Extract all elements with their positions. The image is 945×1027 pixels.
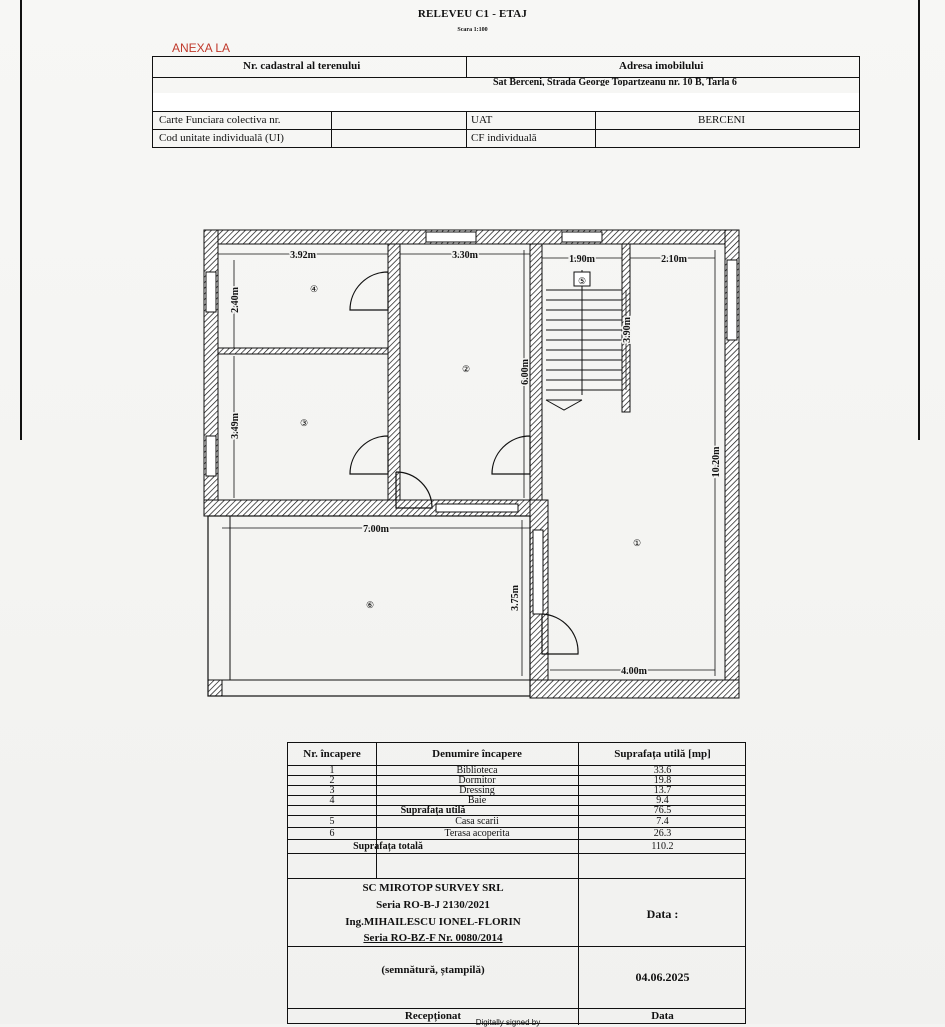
- digital-signature-note: Digitally signed by: [475, 1018, 541, 1027]
- dim-190: 1.90m: [569, 254, 595, 265]
- window-mid-bottom: [436, 504, 518, 512]
- data-footer-label: Data: [651, 1010, 674, 1022]
- cf-individuala-label: CF individuală: [471, 132, 537, 144]
- data-label: Data :: [646, 907, 679, 921]
- uat-label: UAT: [471, 114, 493, 126]
- signature-label: (semnătură, ștampilă): [381, 964, 485, 976]
- room-5-label: ⑤: [577, 276, 587, 286]
- dim-330: 3.30m: [452, 250, 478, 261]
- date-value: 04.06.2025: [635, 970, 690, 984]
- dim-375: 3.75m: [510, 585, 521, 611]
- receptionat-label: Recepționat: [404, 1010, 462, 1022]
- wall-bottom-pillar: [208, 680, 222, 696]
- room-6-label: ⑥: [365, 600, 375, 610]
- address-header: Adresa imobilului: [619, 60, 704, 72]
- dim-210: 2.10m: [661, 254, 687, 265]
- col-header-nr: Nr. încapere: [303, 748, 361, 760]
- dim-400: 4.00m: [621, 666, 647, 677]
- window-right-1: [727, 260, 737, 340]
- wall-bath-dressing: [218, 348, 390, 354]
- rooms-area-table: Nr. încapere Denumire încapere Suprafața utilă [mp] 1 Biblioteca 33.6 2 Dormitor 19.8 3 Dressing 13.7 4 Baie 9.4 Suprafața utilă 76.5 5 Casa scarii 7.4 6 Terasa acoperita 26.3 Suprafața totală 110.2 SC MIROTOP SURVEY SRL Seria RO-B-J 2130/2021 Ing.MIHAILESCU IONEL-FLORIN Seria RO-BZ-F Nr. 0080/2014 Data : (semnătură, ștampilă) 04.06.2025 Recepționat Digitally signed by Data: [287, 742, 746, 1024]
- dim-600: 6.00m: [520, 359, 531, 385]
- dim-1020: 10.20m: [711, 446, 722, 478]
- room-4-label: ④: [309, 284, 319, 294]
- wall-interior-v1: [388, 244, 400, 500]
- company-name: SC MIROTOP SURVEY SRL: [362, 882, 504, 894]
- staircase: [546, 270, 622, 410]
- room-3-label: ③: [299, 418, 309, 428]
- room-2-label: ②: [461, 364, 471, 374]
- wall-interior-v2: [530, 244, 542, 500]
- window-left-2: [206, 436, 216, 476]
- col-header-name: Denumire încapere: [432, 748, 522, 760]
- dim-349: 3.49m: [230, 413, 241, 439]
- address-value-partial: Sat Berceni, Strada George Topartzeanu nr. 10 B, Tarla 6: [493, 78, 737, 86]
- window-top-2: [562, 232, 602, 242]
- window-top-1: [426, 232, 476, 242]
- carte-funciara-label: Carte Funciara colectiva nr.: [159, 114, 281, 126]
- col-header-area: Suprafața utilă [mp]: [614, 748, 711, 760]
- window-left-1: [206, 272, 216, 312]
- window-lower-v: [533, 530, 543, 614]
- dim-700: 7.00m: [363, 524, 389, 535]
- dim-390: 3.90m: [622, 317, 633, 343]
- uat-value: BERCENI: [698, 114, 746, 126]
- engineer-name: Ing.MIHAILESCU IONEL-FLORIN: [345, 916, 521, 928]
- engineer-reg: Seria RO-BZ-F Nr. 0080/2014: [363, 932, 503, 944]
- dim-240: 2.40m: [230, 287, 241, 313]
- wall-bottom-right: [530, 680, 739, 698]
- scale-label: Scara 1:100: [457, 27, 488, 33]
- company-reg: Seria RO-B-J 2130/2021: [376, 899, 490, 911]
- dim-392: 3.92m: [290, 250, 316, 261]
- document-title: RELEVEU C1 - ETAJ: [417, 8, 528, 20]
- room-1-label: ①: [632, 538, 642, 548]
- annex-label: ANEXA LA: [172, 41, 231, 55]
- nr-cadastral-header: Nr. cadastral al terenului: [243, 60, 361, 72]
- cod-ui-label: Cod unitate individuală (UI): [159, 132, 284, 144]
